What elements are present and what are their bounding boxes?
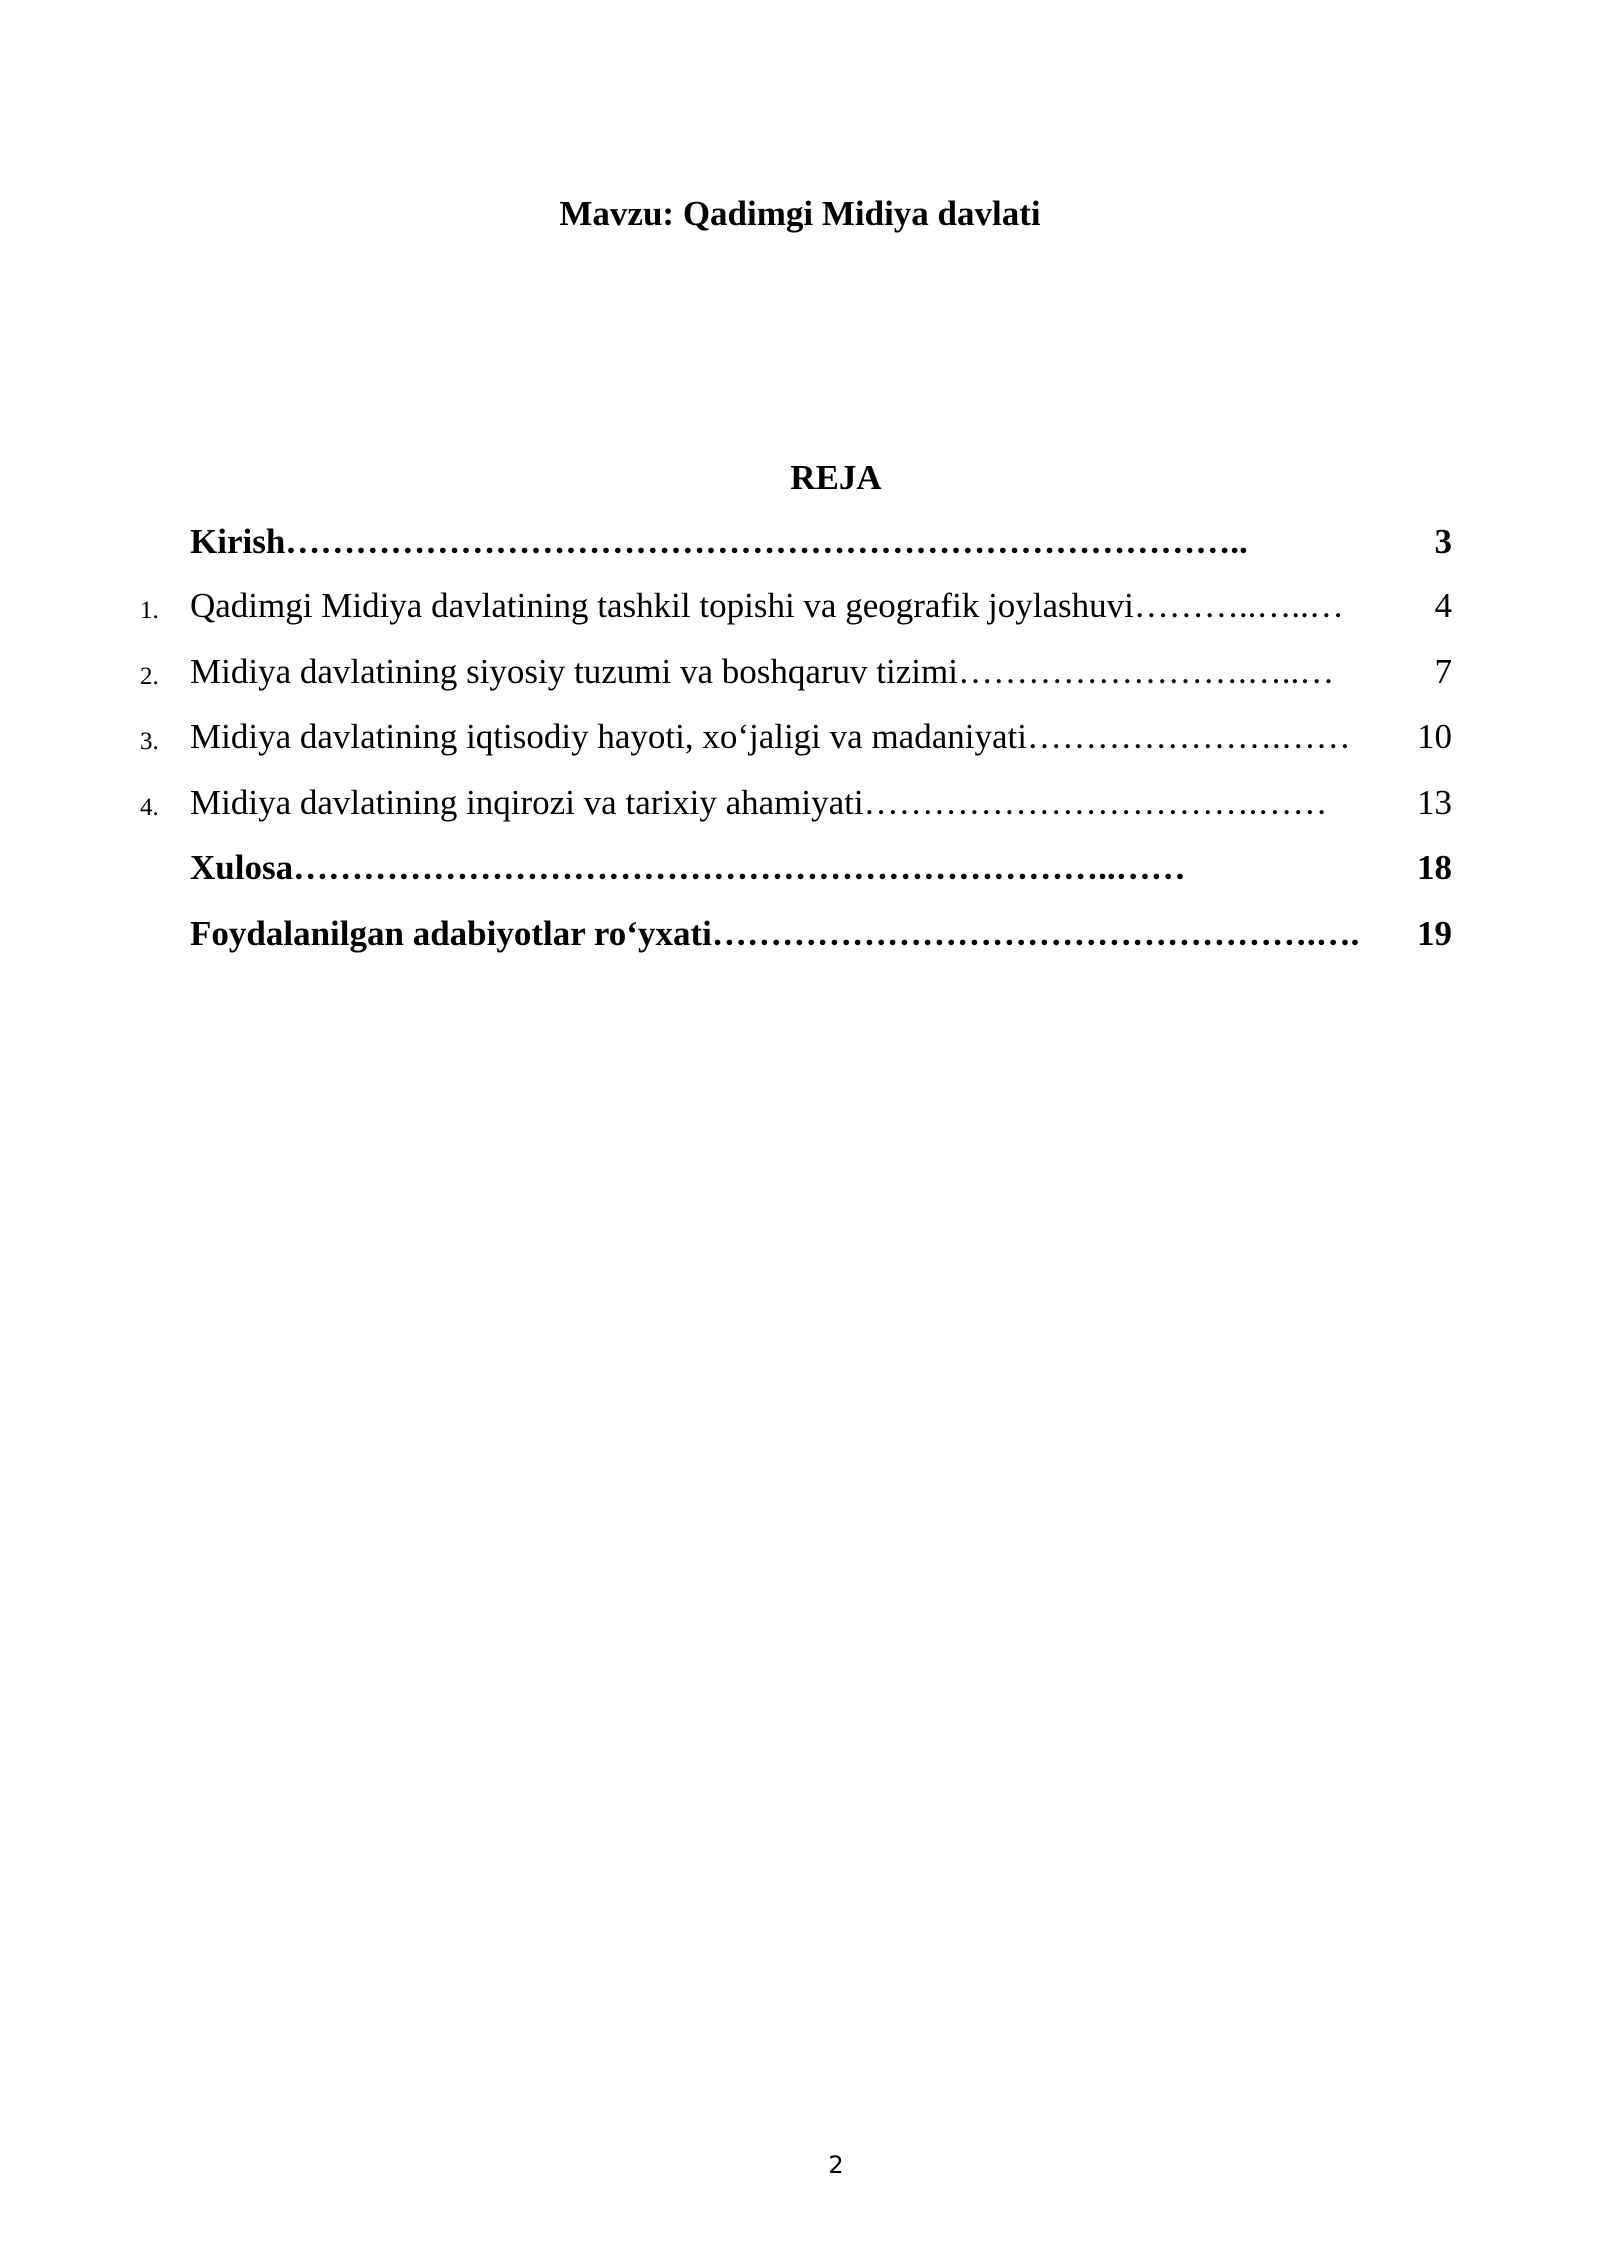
toc-entry-title: Midiya davlatining siyosiy tuzumi va boshqaruv tizimi (190, 652, 958, 691)
toc-entry-line (190, 648, 1452, 696)
toc-entry-title: Midiya davlatining inqirozi va tarixiy ahamiyati (190, 783, 864, 822)
toc-entry-references (0, 910, 1600, 958)
toc-entry-number: 4. (140, 794, 159, 821)
toc-entry-line (190, 844, 1452, 892)
toc-entry-number: 2. (140, 663, 159, 690)
toc-entry-page: 13 (1417, 783, 1452, 822)
toc-entry-leader: ……………………………………………………………………….. (285, 522, 1248, 561)
page-number: 2 (828, 2151, 844, 2179)
toc-entry-title: Qadimgi Midiya davlatining tashkil topishi va geografik joylashuvi (190, 586, 1134, 625)
toc-entry-1 (0, 582, 1600, 630)
toc-entry-page: 10 (1417, 717, 1452, 756)
toc-entry-page: 3 (1434, 522, 1452, 561)
toc-entry-3 (0, 713, 1600, 761)
toc-entry-number: 3. (140, 728, 159, 755)
toc-entry-leader: …………………….…..… (957, 652, 1335, 691)
toc-entry-title: Kirish (190, 522, 286, 561)
toc-entry-line (190, 518, 1452, 566)
toc-entry-number: 1. (140, 597, 159, 624)
toc-entry-leader: ………………….…… (1026, 717, 1351, 756)
toc-entry-introduction (0, 518, 1600, 566)
plan-heading: REJA (790, 458, 882, 497)
toc-entry-page: 4 (1434, 586, 1452, 625)
toc-entry-conclusion (0, 844, 1600, 892)
toc-entry-line (190, 779, 1452, 827)
toc-entry-leader: …………………………………………….…. (711, 914, 1360, 953)
toc-entry-leader: ……………………………………………………………..…… (293, 848, 1186, 887)
toc-entry-page: 7 (1434, 652, 1452, 691)
toc-entry-line (190, 582, 1452, 630)
toc-entry-title: Midiya davlatining iqtisodiy hayoti, xo‘jaligi va madaniyati (190, 717, 1027, 756)
toc-entry-title: Foydalanilgan adabiyotlar ro‘yxati (190, 914, 712, 953)
toc-entry-page: 19 (1417, 914, 1452, 953)
topic-title: Mavzu: Qadimgi Midiya davlati (559, 194, 1041, 233)
toc-entry-title: Xulosa (190, 848, 294, 887)
toc-entry-line (190, 713, 1452, 761)
toc-entry-page: 18 (1417, 848, 1452, 887)
toc-entry-leader: ………..…..… (1133, 586, 1344, 625)
toc-entry-4 (0, 779, 1600, 827)
toc-entry-2 (0, 648, 1600, 696)
toc-entry-line (190, 910, 1452, 958)
toc-entry-leader: …………………………….…… (863, 783, 1328, 822)
